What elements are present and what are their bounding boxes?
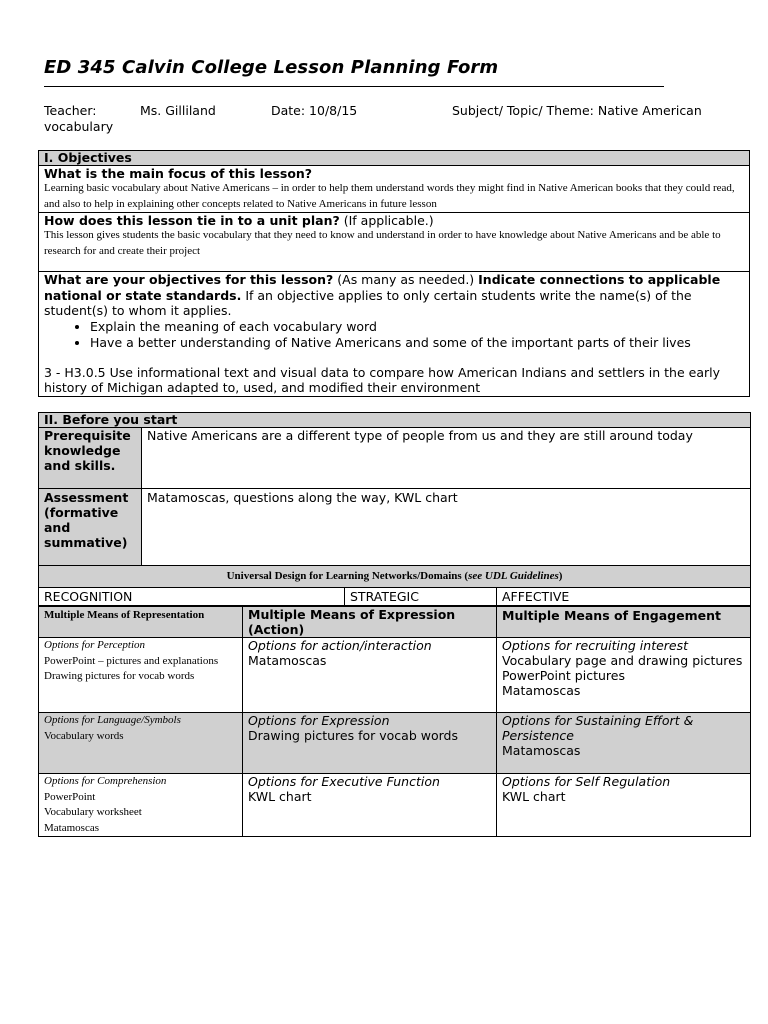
- main-focus-answer: Learning basic vocabulary about Native Americans – in order to help them understand words they might find in Native American books that they could read, and also to help in explaining other concepts related to Native Americans in future lesson: [44, 182, 735, 210]
- objectives-question-note-a: (As many as needed.): [333, 272, 479, 287]
- self-regulation-line: KWL chart: [502, 789, 566, 804]
- prerequisite-label: Prerequisite knowledge and skills.: [39, 428, 142, 489]
- objectives-cell: [39, 272, 750, 397]
- udl-table: [38, 606, 751, 837]
- udl-heading: [39, 566, 751, 588]
- action-line: Matamoscas: [248, 653, 327, 668]
- udl-heading-close: ): [558, 570, 563, 582]
- expression-cell: [243, 713, 497, 774]
- sub-engagement: Multiple Means of Engagement: [497, 607, 751, 638]
- recruiting-cell: [497, 638, 751, 713]
- col-recognition: RECOGNITION: [39, 588, 345, 606]
- recruiting-line: PowerPoint pictures: [502, 668, 625, 683]
- objectives-table: [38, 150, 750, 397]
- col-affective: AFFECTIVE: [497, 588, 751, 606]
- comprehension-cell: [39, 774, 243, 837]
- comprehension-line: PowerPoint: [44, 790, 96, 803]
- recruiting-line: Matamoscas: [502, 683, 581, 698]
- action-cell: [243, 638, 497, 713]
- before-start-heading: II. Before you start: [39, 413, 751, 428]
- unit-plan-answer: This lesson gives students the basic vocabulary that they need to know and understand in order to have knowledge about Native Americans and be able to research for and create their project: [44, 229, 721, 257]
- perception-line: Drawing pictures for vocab words: [44, 670, 195, 682]
- unit-plan-cell: [39, 213, 750, 272]
- comprehension-title: Options for Comprehension: [44, 775, 167, 787]
- executive-cell: [243, 774, 497, 837]
- objectives-heading: I. Objectives: [39, 151, 750, 166]
- objectives-question-bold-a: What are your objectives for this lesson?: [44, 272, 334, 287]
- udl-guidelines-ref: see UDL Guidelines: [468, 570, 559, 582]
- sustaining-cell: [497, 713, 751, 774]
- teacher-label: Teacher:: [44, 103, 97, 118]
- objectives-list: [44, 319, 744, 351]
- action-title: Options for action/interaction: [248, 638, 432, 653]
- unit-plan-question-note: (If applicable.): [339, 213, 434, 228]
- comprehension-line: Vocabulary worksheet: [44, 806, 142, 818]
- form-title: ED 345 Calvin College Lesson Planning Form: [44, 57, 499, 78]
- teacher-name: Ms. Gilliland: [140, 103, 216, 118]
- lesson-date: Date: 10/8/15: [271, 103, 358, 118]
- language-cell: [39, 713, 243, 774]
- perception-cell: [39, 638, 243, 713]
- sub-representation: Multiple Means of Representation: [39, 607, 243, 638]
- self-regulation-title: Options for Self Regulation: [502, 774, 671, 789]
- executive-title: Options for Executive Function: [248, 774, 440, 789]
- sustaining-line: Matamoscas: [502, 743, 581, 758]
- self-regulation-cell: [497, 774, 751, 837]
- recruiting-title: Options for recruiting interest: [502, 638, 689, 653]
- expression-line: Drawing pictures for vocab words: [248, 728, 458, 743]
- prerequisite-value: Native Americans are a different type of people from us and they are still around today: [142, 428, 751, 489]
- title-rule: [44, 86, 664, 87]
- perception-line: PowerPoint – pictures and explanations: [44, 654, 219, 667]
- state-standard: 3 - H3.0.5 Use informational text and visual data to compare how American Indians and settlers in the early history of Michigan adapted to, used, and modified their environment: [44, 364, 720, 395]
- objective-item: • Have a better understanding of Native Americans and some of the important parts of their lives: [90, 335, 744, 351]
- subject-continued: vocabulary: [44, 119, 114, 134]
- comprehension-line: Matamoscas: [44, 821, 99, 834]
- subject-label: Subject/ Topic/ Theme: Native American: [452, 103, 702, 118]
- objectives-question-note-b: If an objective applies to only certain students write the name(s) of the student(s) to whom it applies.: [44, 287, 692, 318]
- assessment-value: Matamoscas, questions along the way, KWL chart: [142, 489, 751, 566]
- language-title: Options for Language/Symbols: [44, 714, 181, 726]
- main-focus-cell: [39, 166, 750, 213]
- before-start-table: [38, 412, 751, 606]
- recruiting-line: Vocabulary page and drawing pictures: [502, 653, 743, 668]
- language-line: Vocabulary words: [44, 729, 124, 742]
- assessment-label: Assessment (formative and summative): [39, 489, 142, 566]
- perception-title: Options for Perception: [44, 639, 146, 651]
- unit-plan-question: [44, 213, 744, 228]
- objectives-question: [44, 272, 744, 319]
- expression-title: Options for Expression: [248, 713, 390, 728]
- sub-expression: Multiple Means of Expression (Action): [243, 607, 497, 638]
- objective-item: • Explain the meaning of each vocabulary word: [90, 319, 744, 335]
- col-strategic: STRATEGIC: [345, 588, 497, 606]
- main-focus-question: What is the main focus of this lesson?: [44, 166, 313, 181]
- unit-plan-question-bold: How does this lesson tie in to a unit plan?: [44, 213, 340, 228]
- objectives-question-bold-b: Indicate connections to applicable national or state standards.: [44, 272, 721, 303]
- sustaining-title: Options for Sustaining Effort & Persistence: [502, 713, 694, 743]
- executive-line: KWL chart: [248, 789, 312, 804]
- udl-heading-main: Universal Design for Learning Networks/Domains (: [226, 570, 469, 582]
